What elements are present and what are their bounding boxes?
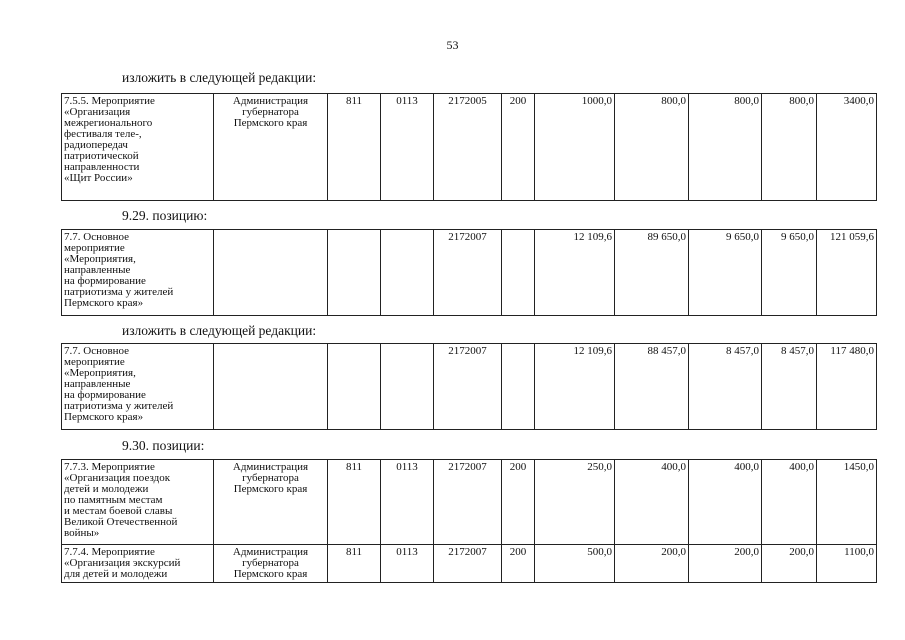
year1-amount-cell: 12 109,6	[535, 230, 615, 316]
csr-cell: 2172007	[434, 230, 502, 316]
total-amount-cell: 1100,0	[817, 545, 877, 583]
total-amount-cell: 117 480,0	[817, 344, 877, 430]
year2-amount-cell: 88 457,0	[615, 344, 689, 430]
csr-cell: 2172007	[434, 344, 502, 430]
year1-amount-cell: 1000,0	[535, 94, 615, 201]
table-block-1	[61, 93, 877, 201]
activity-name-cell: 7.7. Основное мероприятие «Мероприятия, направленные на формирование патриотизма у жителей Пермского края»	[62, 230, 214, 316]
grbs-cell	[328, 344, 381, 430]
executor-cell	[214, 230, 328, 316]
year2-amount-cell: 89 650,0	[615, 230, 689, 316]
vr-cell: 200	[502, 94, 535, 201]
rzpr-cell	[381, 230, 434, 316]
vr-cell: 200	[502, 460, 535, 545]
table-row	[62, 545, 877, 583]
activity-name-cell: 7.7.3. Мероприятие «Организация поездок детей и молодежи по памятным местам и местам боевой славы Великой Отечественной войны»	[62, 460, 214, 545]
vr-cell	[502, 230, 535, 316]
vr-cell	[502, 344, 535, 430]
year3-amount-cell: 8 457,0	[689, 344, 762, 430]
rzpr-cell: 0113	[381, 545, 434, 583]
table-row	[62, 344, 877, 430]
year2-amount-cell: 800,0	[615, 94, 689, 201]
page-number: 53	[446, 38, 459, 52]
heading-position-9-29: 9.29. позицию:	[122, 208, 208, 223]
csr-cell: 2172007	[434, 460, 502, 545]
year1-amount-cell: 250,0	[535, 460, 615, 545]
year4-amount-cell: 8 457,0	[762, 344, 817, 430]
intro-text-2: изложить в следующей редакции:	[122, 323, 317, 338]
year3-amount-cell: 200,0	[689, 545, 762, 583]
grbs-cell: 811	[328, 545, 381, 583]
csr-cell: 2172005	[434, 94, 502, 201]
year4-amount-cell: 800,0	[762, 94, 817, 201]
table-block-4	[61, 459, 877, 583]
csr-cell: 2172007	[434, 545, 502, 583]
year2-amount-cell: 200,0	[615, 545, 689, 583]
activity-name-cell: 7.7. Основное мероприятие «Мероприятия, направленные на формирование патриотизма у жителей Пермского края»	[62, 344, 214, 430]
intro-text-1: изложить в следующей редакции:	[122, 70, 317, 85]
rzpr-cell: 0113	[381, 94, 434, 201]
table-row	[62, 94, 877, 201]
year1-amount-cell: 500,0	[535, 545, 615, 583]
year3-amount-cell: 400,0	[689, 460, 762, 545]
grbs-cell	[328, 230, 381, 316]
heading-position-9-30: 9.30. позиции:	[122, 438, 205, 453]
grbs-cell: 811	[328, 94, 381, 201]
grbs-cell: 811	[328, 460, 381, 545]
total-amount-cell: 121 059,6	[817, 230, 877, 316]
table-row	[62, 460, 877, 545]
activity-name-cell: 7.7.4. Мероприятие «Организация экскурсий для детей и молодежи	[62, 545, 214, 583]
year4-amount-cell: 200,0	[762, 545, 817, 583]
executor-cell: Администрация губернатора Пермского края	[214, 460, 328, 545]
year3-amount-cell: 800,0	[689, 94, 762, 201]
vr-cell: 200	[502, 545, 535, 583]
year1-amount-cell: 12 109,6	[535, 344, 615, 430]
total-amount-cell: 1450,0	[817, 460, 877, 545]
executor-cell: Администрация губернатора Пермского края	[214, 545, 328, 583]
executor-cell	[214, 344, 328, 430]
year2-amount-cell: 400,0	[615, 460, 689, 545]
year4-amount-cell: 9 650,0	[762, 230, 817, 316]
table-row	[62, 230, 877, 316]
executor-cell: Администрация губернатора Пермского края	[214, 94, 328, 201]
total-amount-cell: 3400,0	[817, 94, 877, 201]
activity-name-cell: 7.5.5. Мероприятие «Организация межрегионального фестиваля теле-, радиопередач патриотической направленности «Щит России»	[62, 94, 214, 201]
table-block-3	[61, 343, 877, 430]
year3-amount-cell: 9 650,0	[689, 230, 762, 316]
year4-amount-cell: 400,0	[762, 460, 817, 545]
rzpr-cell: 0113	[381, 460, 434, 545]
table-block-2	[61, 229, 877, 316]
rzpr-cell	[381, 344, 434, 430]
